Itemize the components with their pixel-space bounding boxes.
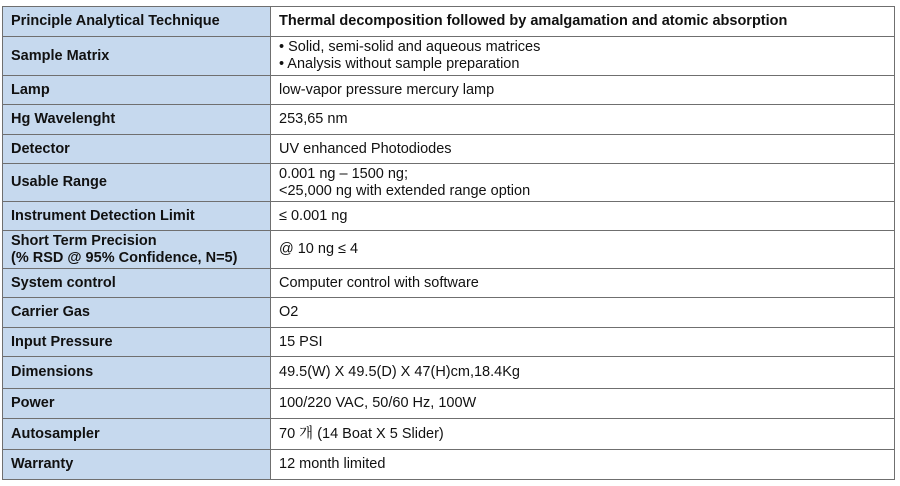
row-label [3,76,271,105]
label-line: Short Term Precision [11,232,157,249]
value-line: UV enhanced Photodiodes [279,140,452,157]
table-row [3,202,895,231]
table-row [3,7,895,37]
row-value [271,37,895,76]
label-line: Usable Range [11,174,107,190]
value-line: Thermal decomposition followed by amalgamation and atomic absorption [279,13,788,29]
row-value [271,231,895,269]
value-line: ≤ 0.001 ng [279,207,348,224]
value-line: 100/220 VAC, 50/60 Hz, 100W [279,395,477,411]
row-value [271,105,895,135]
row-label [3,450,271,480]
value-line: 253,65 nm [279,111,348,127]
value-line: low-vapor pressure mercury lamp [279,81,495,98]
row-value [271,419,895,450]
table-row [3,450,895,480]
table-row [3,105,895,135]
row-label [3,7,271,37]
row-value [271,328,895,357]
label-line: Carrier Gas [11,304,90,320]
row-value [271,269,895,298]
label-line: (% RSD @ 95% Confidence, N=5) [11,249,238,266]
row-value [271,357,895,389]
row-value [271,298,895,328]
row-value [271,76,895,105]
value-line: 70 개 (14 Boat X 5 Slider) [279,425,444,442]
value-line: 12 month limited [279,456,386,472]
table-row [3,76,895,105]
row-label [3,105,271,135]
row-label [3,231,271,269]
value-line: 0.001 ng – 1500 ng; [279,165,409,182]
row-value [271,135,895,164]
table-row [3,357,895,389]
row-value [271,389,895,419]
label-line: Sample Matrix [11,47,110,64]
spec-table [2,6,895,480]
row-label [3,269,271,298]
row-label [3,135,271,164]
row-label [3,389,271,419]
value-line: 49.5(W) X 49.5(D) X 47(H)cm,18.4Kg [279,364,520,380]
table-row [3,164,895,202]
label-line: Lamp [11,81,50,98]
row-label [3,164,271,202]
row-value [271,164,895,202]
label-line: Input Pressure [11,333,113,350]
table-row [3,419,895,450]
table-row [3,328,895,357]
value-line: @ 10 ng ≤ 4 [279,241,359,257]
label-line: Warranty [11,456,74,472]
value-line: <25,000 ng with extended range option [279,182,531,199]
value-line: 15 PSI [279,333,323,350]
table-row [3,389,895,419]
label-line: Autosampler [11,425,100,442]
row-label [3,328,271,357]
row-label [3,419,271,450]
label-line: Dimensions [11,364,94,380]
table-row [3,269,895,298]
row-label [3,202,271,231]
row-label [3,37,271,76]
table-row [3,37,895,76]
label-line: System control [11,274,116,291]
row-label [3,298,271,328]
label-line: Hg Wavelenght [11,111,116,127]
value-line: O2 [279,304,299,320]
label-line: Principle Analytical Technique [11,13,220,29]
row-value [271,202,895,231]
value-line: • Solid, semi-solid and aqueous matrices [279,39,541,55]
label-line: Instrument Detection Limit [11,207,195,224]
table-row [3,135,895,164]
label-line: Detector [11,140,70,157]
label-line: Power [11,395,55,411]
row-label [3,357,271,389]
value-line: • Analysis without sample preparation [279,56,520,72]
value-line: Computer control with software [279,274,479,291]
table-row [3,231,895,269]
row-value [271,450,895,480]
table-row [3,298,895,328]
row-value [271,7,895,37]
